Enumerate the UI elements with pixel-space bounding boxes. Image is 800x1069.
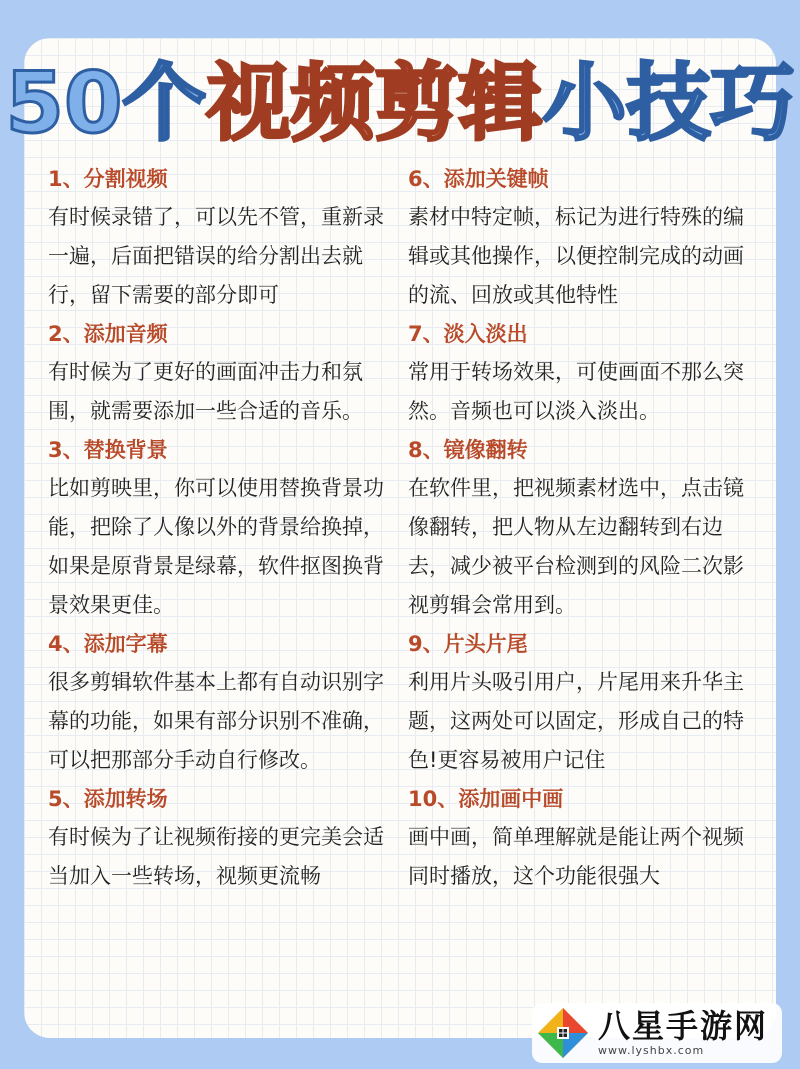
tip-body: 素材中特定帧，标记为进行特殊的编辑或其他操作，以便控制完成的动画的流、回放或其他特性: [408, 205, 744, 307]
tip-body: 比如剪映里，你可以使用替换背景功能，把除了人像以外的背景给换掉，如果是原背景是绿幕，软件抠图换背景效果更佳。: [48, 476, 384, 617]
tip-body: 利用片头吸引用户，片尾用来升华主题，这两处可以固定，形成自己的特色!更容易被用户记住: [408, 670, 744, 772]
tip-item: [48, 784, 396, 896]
site-watermark: [532, 1003, 782, 1063]
watermark-url: www.lyshbx.com: [598, 1044, 705, 1057]
tip-heading: 3、替换背景: [48, 438, 168, 462]
tip-heading: 4、添加字幕: [48, 632, 168, 656]
tip-body: 有时候为了让视频衔接的更完美会适当加入一些转场，视频更流畅: [48, 825, 384, 888]
left-column: [48, 160, 396, 897]
tip-body: 画中画，简单理解就是能让两个视频同时播放，这个功能很强大: [408, 825, 744, 888]
tip-body: 很多剪辑软件基本上都有自动识别字幕的功能，如果有部分识别不准确，可以把那部分手动自行修改。: [48, 670, 384, 772]
watermark-name: 八星手游网: [598, 1007, 769, 1045]
tip-body: 有时候录错了，可以先不管，重新录一遍，后面把错误的给分割出去就行，留下需要的部分即可: [48, 205, 384, 307]
tip-heading: 9、片头片尾: [408, 632, 528, 656]
tip-item: [408, 629, 756, 780]
tip-item: [48, 435, 396, 625]
tip-body: 有时候为了更好的画面冲击力和氛围，就需要添加一些合适的音乐。: [48, 360, 363, 423]
tip-heading: 1、分割视频: [48, 167, 168, 191]
tip-heading: 6、添加关键帧: [408, 167, 549, 191]
tip-item: [48, 319, 396, 431]
diamond-logo-icon: [536, 1006, 590, 1060]
page-title: [5, 48, 795, 158]
tip-item: [48, 164, 396, 315]
tip-heading: 7、淡入淡出: [408, 322, 528, 346]
tip-heading: 8、镜像翻转: [408, 438, 528, 462]
tip-item: [48, 629, 396, 780]
tip-body: 在软件里，把视频素材选中，点击镜像翻转，把人物从左边翻转到右边去，减少被平台检测到的风险二次影视剪辑会常用到。: [408, 476, 744, 617]
tip-item: [408, 319, 756, 431]
tip-item: [408, 435, 756, 625]
tip-heading: 5、添加转场: [48, 787, 168, 811]
right-column: [408, 160, 756, 897]
title-part-1: 50个: [5, 54, 207, 152]
tip-heading: 10、添加画中画: [408, 787, 564, 811]
tip-heading: 2、添加音频: [48, 322, 168, 346]
tip-body: 常用于转场效果，可使画面不那么突然。音频也可以淡入淡出。: [408, 360, 744, 423]
title-part-2: 视频剪辑: [206, 54, 543, 152]
tip-item: [408, 164, 756, 315]
tip-item: [408, 784, 756, 896]
title-part-3: 小技巧: [542, 54, 795, 152]
